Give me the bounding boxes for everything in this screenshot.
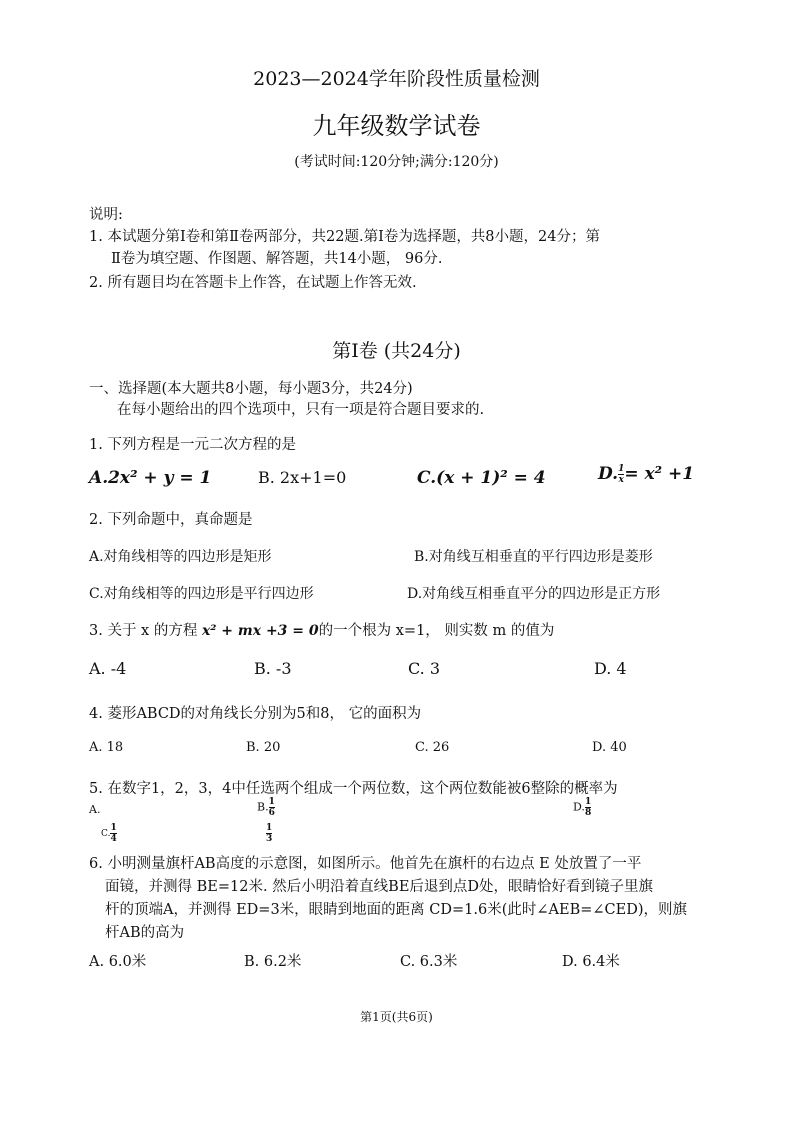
question-5-stem: 5. 在数字1，2，3，4中任选两个组成一个两位数，这个两位数能被6整除的概率为 [89, 781, 618, 797]
stray-fraction [266, 823, 272, 844]
question-6-line-3: 杆的顶端A，并测得 ED=3米，眼睛到地面的距离 CD=1.6米(此时∠AEB=∠CED)，则旗 [105, 902, 687, 918]
stray-denominator: 3 [266, 834, 273, 844]
question-5-option-d [573, 797, 591, 818]
question-1-d-numerator: 1 [618, 464, 625, 474]
question-2-option-d: D.对角线互相垂直平分的四边形是正方形 [407, 586, 661, 602]
question-6-option-c: C. 6.3米 [400, 954, 458, 970]
section-title: 第Ⅰ卷 (共24分) [332, 340, 461, 362]
question-6-option-b: B. 6.2米 [244, 954, 302, 970]
question-5-d-fraction [585, 797, 591, 818]
question-5-b-numerator: 1 [268, 797, 275, 807]
question-5-d-numerator: 1 [584, 797, 592, 807]
question-2-option-b: B.对角线互相垂直的平行四边形是菱形 [414, 549, 653, 565]
note-2: 2. 所有题目均在答题卡上作答，在试题上作答无效. [89, 275, 417, 291]
question-6-line-4: 杆AB的高为 [105, 925, 185, 941]
question-5-c-fraction [110, 823, 116, 844]
question-4-option-c: C. 26 [415, 740, 450, 755]
question-1-d-prefix: D. [598, 464, 619, 484]
question-3-option-c: C. 3 [408, 659, 441, 678]
question-1-option-b: B. 2x+1=0 [258, 468, 347, 487]
question-5-c-numerator: 1 [110, 823, 117, 833]
page-number: 第1页(共6页) [360, 1010, 433, 1024]
question-1-option-d [598, 464, 694, 485]
question-1-d-denominator: x [618, 475, 624, 485]
question-3-option-a: A. -4 [89, 659, 127, 678]
question-4-option-d: D. 40 [592, 740, 627, 755]
question-6-line-1: 6. 小明测量旗杆AB高度的示意图，如图所示。他首先在旗杆的右边点 E 处放置了一平 [89, 856, 642, 872]
question-1-d-suffix: = x² +1 [624, 464, 695, 484]
question-5-d-denominator: 8 [584, 808, 592, 818]
question-3-option-b: B. -3 [254, 659, 292, 678]
notes-heading: 说明: [89, 207, 123, 223]
exam-info: (考试时间:120分钟;满分:120分) [294, 154, 499, 170]
question-3-stem-pre: 3. 关于 x 的方程 [89, 623, 198, 639]
question-6-option-a: A. 6.0米 [89, 954, 147, 970]
question-4-option-b: B. 20 [246, 740, 281, 755]
stray-numerator: 1 [266, 823, 273, 833]
question-5-c-prefix: C. [101, 829, 111, 839]
note-1-line-2: Ⅱ卷为填空题、作图题、解答题，共14小题， 96分. [111, 251, 443, 267]
question-6-option-d: D. 6.4米 [562, 954, 620, 970]
question-4-option-a: A. 18 [89, 740, 124, 755]
paper-subtitle: 九年级数学试卷 [312, 112, 481, 140]
question-3-stem-post: 的一个根为 x=1， 则实数 m 的值为 [318, 623, 555, 639]
question-4-stem: 4. 菱形ABCD的对角线长分别为5和8， 它的面积为 [89, 706, 422, 722]
question-5-option-c [101, 823, 117, 844]
question-1-stem: 1. 下列方程是一元二次方程的是 [89, 437, 296, 453]
exam-title: 2023—2024学年阶段性质量检测 [253, 68, 540, 90]
question-5-option-b [257, 797, 275, 818]
question-2-option-c: C.对角线相等的四边形是平行四边形 [89, 586, 314, 602]
question-5-b-denominator: 6 [268, 808, 275, 818]
question-5-b-fraction [269, 797, 275, 818]
question-5-c-denominator: 4 [110, 834, 117, 844]
question-5-option-a: A. [89, 803, 101, 816]
question-1-option-c: C.(x + 1)² = 4 [417, 468, 546, 488]
question-1-option-a: A.2x² + y = 1 [89, 468, 212, 488]
question-5-d-prefix: D. [573, 800, 585, 814]
part-instruction: 在每小题给出的四个选项中，只有一项是符合题目要求的. [117, 402, 485, 418]
question-5-b-prefix: B. [257, 800, 269, 814]
question-6-line-2: 面镜，并测得 BE=12米. 然后小明沿着直线BE后退到点D处，眼睛恰好看到镜子里旗 [105, 879, 654, 895]
question-2-stem: 2. 下列命题中，真命题是 [89, 512, 253, 528]
part-heading: 一、选择题(本大题共8小题，每小题3分，共24分) [89, 381, 413, 397]
question-2-option-a: A.对角线相等的四边形是矩形 [89, 549, 272, 565]
question-3-stem [89, 619, 554, 640]
question-3-option-d: D. 4 [594, 659, 627, 678]
note-1-line-1: 1. 本试题分第Ⅰ卷和第Ⅱ卷两部分，共22题.第Ⅰ卷为选择题，共8小题，24分；第 [89, 229, 600, 245]
question-3-equation: x² + mx +3 = 0 [201, 623, 319, 639]
question-5-stray-fraction [266, 823, 272, 844]
